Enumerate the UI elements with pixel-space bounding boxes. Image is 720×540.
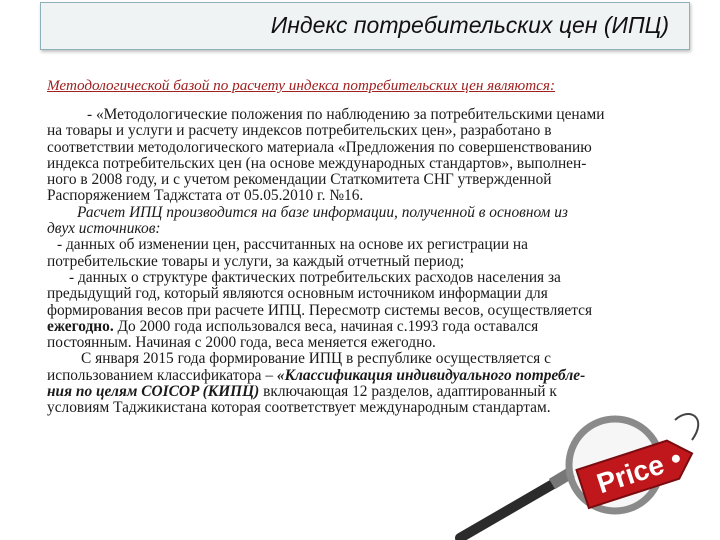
paragraph-line-italic: [47, 205, 717, 221]
bold-italic-text: ния по целям COICOP (КИПЦ): [47, 383, 260, 401]
title-box: [40, 2, 690, 50]
italic-text: Расчет ИПЦ производится на базе информации, полученной в основном из: [77, 203, 568, 221]
paragraph-line: соответствии методологического материала «Предложения по совершенствованию: [47, 138, 592, 156]
paragraph-line: [47, 319, 717, 335]
paragraph-line: [47, 368, 717, 384]
price-tag-label: Price: [593, 448, 668, 500]
paragraph-line: условиям Таджикистана которая соответствует международным стандартам.: [47, 399, 551, 417]
paragraph-line: на товары и услуги и расчету индексов потребительских цен», разработано в: [47, 122, 552, 140]
paragraph-line: ного в 2008 году, и с учетом рекомендации Статкомитета СНГ утвержденной: [47, 171, 552, 189]
paragraph-line: Распоряжением Таджстата от 05.05.2010 г. №16.: [47, 187, 364, 205]
body-text: [47, 107, 717, 417]
paragraph-line: - данных об изменении цен, рассчитанных на основе их регистрации на: [57, 236, 528, 254]
bold-italic-text: «Классификация индивидуального потребле-: [276, 366, 586, 384]
magnifier-handle: [460, 480, 560, 538]
paragraph-line: формирования весов при расчете ИПЦ. Пересмотр системы весов, осуществляется: [47, 301, 593, 319]
paragraph-text: До 2000 года использовался веса, начиная с.1993 года оставался: [113, 317, 539, 335]
paragraph-line: индекса потребительских цен (на основе международных стандартов», выполнен-: [47, 154, 587, 172]
paragraph-line: потребительские товары и услуги, за каждый отчетный период;: [47, 252, 465, 270]
italic-text: двух источников:: [47, 220, 161, 238]
paragraph-line: - данных о структуре фактических потребительских расходов населения за: [69, 268, 561, 286]
paragraph-line: постоянным. Начиная с 2000 года, веса меняется ежегодно.: [47, 334, 436, 352]
paragraph-text: включающая 12 разделов, адаптированный к: [259, 383, 557, 401]
paragraph-line-italic: [47, 221, 717, 237]
paragraph-line: предыдущий год, который являются основным источником информации для: [47, 285, 548, 303]
paragraph-text: использованием классификатора –: [47, 366, 277, 384]
tag-string: [675, 414, 698, 440]
paragraph-line: - «Методологические положения по наблюдению за потребительскими ценами: [87, 106, 605, 123]
paragraph-line: С января 2015 года формирование ИПЦ в республике осуществляется с: [81, 350, 551, 368]
price-tag-illustration: [440, 410, 720, 540]
bold-text: ежегодно.: [47, 317, 114, 335]
page-title: Индекс потребительских цен (ИПЦ): [270, 12, 669, 38]
section-subtitle: Методологической базой по расчету индекса потребительских цен являются:: [47, 77, 556, 94]
paragraph-line: [47, 384, 717, 400]
